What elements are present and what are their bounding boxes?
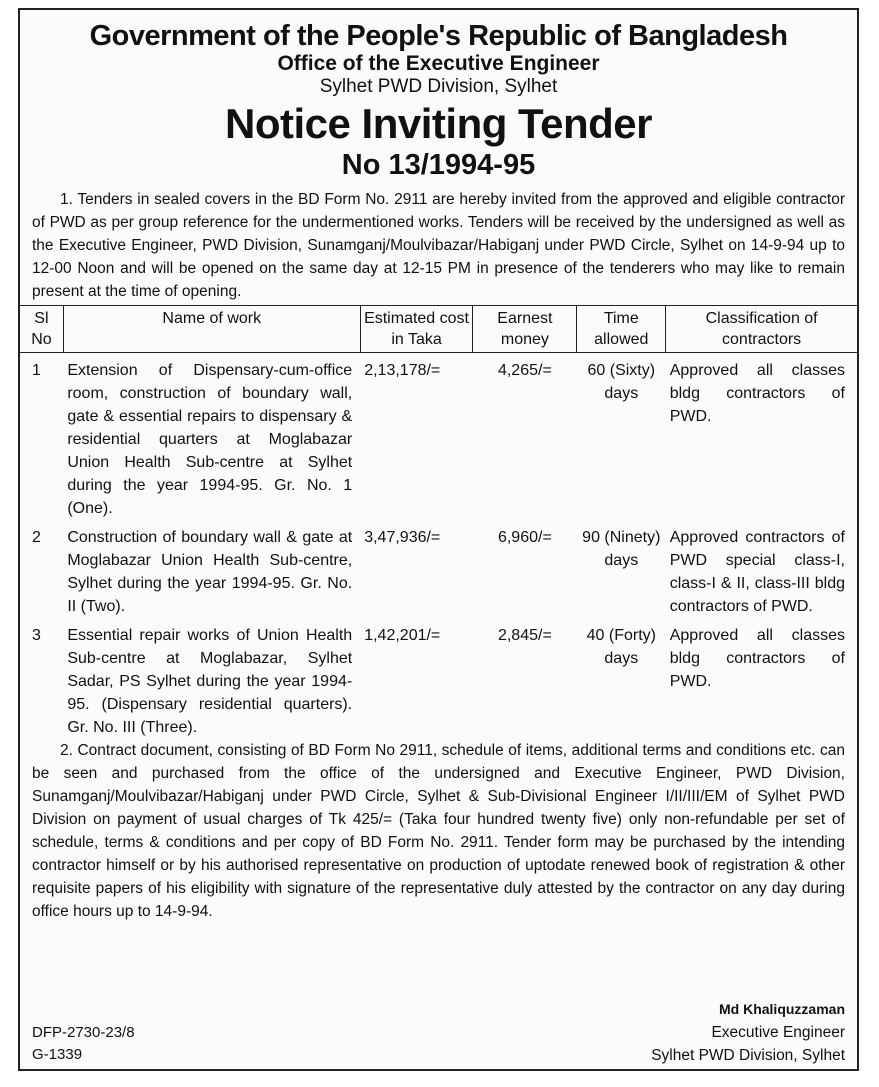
- row-name: Construction of boundary wall & gate at Moglabazar Union Health Sub-centre, Sylhet during the year 1994-95. Gr. No. II (Two).: [67, 529, 353, 615]
- g-reference: G-1339: [32, 1046, 83, 1063]
- government-heading: Government of the People's Republic of Bangladesh: [89, 20, 788, 52]
- row-time: 40 (Forty) days: [586, 627, 656, 667]
- paragraph-2: 2. Contract document, consisting of BD Form No 2911, schedule of items, additional terms and conditions etc. can be seen and purchased from the office of the undersigned and Executive Engineer, PWD Division, Sunamganj/Moulvibazar/Habiganj under PWD Circle, Sylhet & Sub-Divisional Engineer I/II/III/EM of Sylhet PWD Division on payment of usual charges of Tk 425/= (Taka four hundred twenty five) only non-refundable per set of schedule, terms & conditions and per copy of BD Form No. 2911. Tender form may be purchased by the intending contractor himself or by his authorised representative on production of uptodate renewed book of registration & other requisite papers of his eligibility with signature of the representative duly attested by the contractor on any day during office hours up to 14-9-94.: [32, 742, 845, 920]
- notice-title: Notice Inviting Tender: [225, 100, 652, 147]
- row-sl: 2: [32, 529, 41, 546]
- row-time: 60 (Sixty) days: [587, 362, 656, 402]
- works-table: [20, 305, 857, 739]
- row-cost: 1,42,201/=: [364, 627, 441, 644]
- signatory-designation: Executive Engineer: [711, 1024, 845, 1041]
- row-class: Approved all classes bldg contractors of PWD.: [669, 627, 845, 690]
- col-earnest-header: Earnest money: [473, 306, 577, 353]
- notice-header: [20, 20, 857, 182]
- table-row: [20, 353, 857, 521]
- signatory-name: Md Khaliquzzaman: [718, 1001, 845, 1017]
- row-earnest: 4,265/=: [497, 362, 552, 379]
- table-row: [20, 618, 857, 739]
- row-earnest: 2,845/=: [497, 627, 552, 644]
- row-name: Essential repair works of Union Health Sub-centre at Moglabazar, Sylhet Sadar, PS Sylhet during the year 1994-95. (Dispensary residential quarters). Gr. No. III (Three).: [67, 627, 353, 736]
- col-name-header: Name of work: [63, 306, 360, 353]
- office-heading: Office of the Executive Engineer: [277, 52, 600, 75]
- table-header-row: [20, 306, 857, 353]
- tender-notice: [18, 8, 859, 1071]
- table-row: [20, 520, 857, 618]
- col-class-header: Classification of contractors: [666, 306, 857, 353]
- notice-number: No 13/1994-95: [341, 149, 536, 181]
- row-sl: 3: [32, 627, 41, 644]
- col-cost-header: Estimated cost in Taka: [360, 306, 473, 353]
- row-cost: 3,47,936/=: [364, 529, 441, 546]
- signature-block: [651, 998, 845, 1067]
- row-cost: 2,13,178/=: [364, 362, 441, 379]
- dfp-reference: DFP-2730-23/8: [32, 1024, 135, 1041]
- division-heading: Sylhet PWD Division, Sylhet: [319, 76, 558, 97]
- reference-block: [32, 1022, 135, 1066]
- row-class: Approved contractors of PWD special class-I, class-I & II, class-III bldg contractors of PWD.: [669, 529, 845, 615]
- col-time-header: Time allowed: [577, 306, 666, 353]
- row-earnest: 6,960/=: [497, 529, 552, 546]
- signatory-office: Sylhet PWD Division, Sylhet: [651, 1047, 845, 1064]
- row-class: Approved all classes bldg contractors of PWD.: [669, 362, 845, 425]
- paragraph-1: 1. Tenders in sealed covers in the BD Form No. 2911 are hereby invited from the approved and eligible contractor of PWD as per group reference for the undermentioned works. Tenders will be received by the undersigned as well as the Executive Engineer, PWD Division, Sunamganj/Moulvibazar/Habiganj under PWD Circle, Sylhet on 14-9-94 up to 12-00 Noon and will be opened on the same day at 12-15 PM in presence of the tenderers who may like to remain present at the time of opening.: [32, 191, 845, 300]
- row-sl: 1: [32, 362, 41, 379]
- row-time: 90 (Ninety) days: [582, 529, 661, 569]
- col-sl-header: Sl No: [20, 306, 63, 353]
- row-name: Extension of Dispensary-cum-office room, construction of boundary wall, gate & essential repairs to dispensary & residential quarters at Moglabazar Union Health Sub-centre at Sylhet during the year 1994-95. Gr. No. 1 (One).: [67, 362, 353, 517]
